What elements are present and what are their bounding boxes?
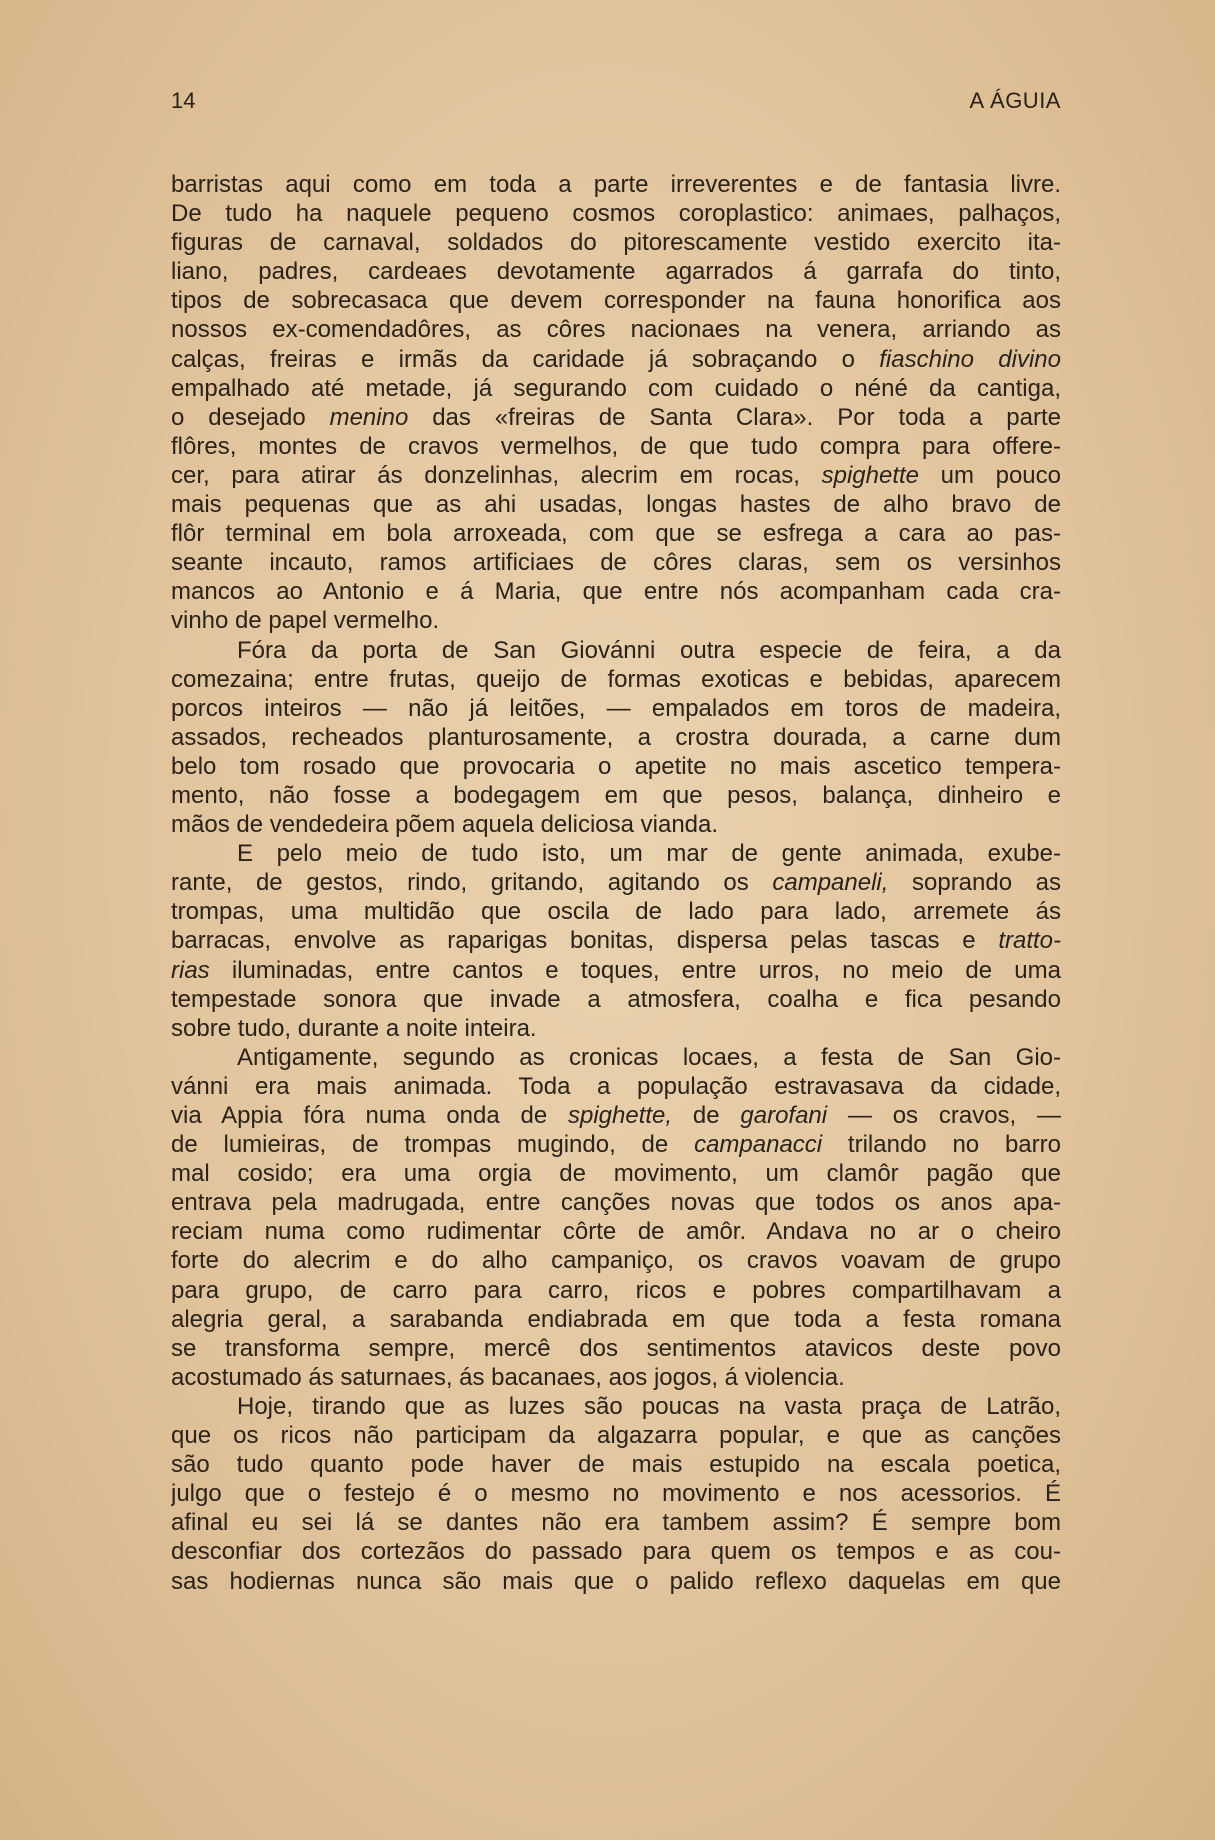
- text-run: que os ricos não participam da algazarra popular, e que as canções: [171, 1422, 1061, 1450]
- text-run: De tudo ha naquele pequeno cosmos coroplastico: animaes, palhaços,: [171, 200, 1061, 228]
- text-line: [171, 170, 1061, 199]
- text-run: reciam numa como rudimentar côrte de amôr. Andava no ar o cheiro: [171, 1218, 1061, 1246]
- text-line: [171, 1421, 1061, 1450]
- italic-text: campanacci: [694, 1131, 823, 1159]
- text-run: das «freiras de Santa Clara». Por toda a parte: [408, 403, 1061, 431]
- text-run: trilando no barro: [822, 1131, 1061, 1159]
- text-run: vinho de papel vermelho.: [171, 607, 440, 635]
- text-line: [171, 432, 1061, 461]
- text-line: [171, 694, 1061, 723]
- text-line: [171, 1450, 1061, 1479]
- text-run: flôr terminal em bola arroxeada, com que se esfrega a cara ao pas-: [171, 520, 1061, 548]
- italic-text: fiaschino divino: [879, 345, 1061, 373]
- italic-text: campaneli,: [772, 869, 889, 897]
- text-line: [171, 374, 1061, 403]
- text-run: belo tom rosado que provocaria o apetite no mais ascetico tempera-: [171, 752, 1061, 780]
- text-run: barristas aqui como em toda a parte irreverentes e de fantasia livre.: [171, 171, 1061, 198]
- text-line: [171, 1014, 1061, 1043]
- text-run: Fóra da porta de San Giovánni outra especie de feira, a da: [237, 636, 1061, 664]
- italic-text: rias: [171, 956, 210, 984]
- text-line: [171, 1188, 1061, 1217]
- text-line: [171, 752, 1061, 781]
- text-run: empalhado até metade, já segurando com cuidado o néné da cantiga,: [171, 374, 1061, 402]
- text-run: desconfiar dos cortezãos do passado para quem os tempos e as cou-: [171, 1538, 1061, 1566]
- text-run: o desejado: [171, 403, 330, 431]
- italic-text: garofani: [740, 1102, 828, 1129]
- text-line: [171, 519, 1061, 548]
- text-run: Antigamente, segundo as cronicas locaes, a festa de San Gio-: [237, 1043, 1061, 1071]
- text-line: [171, 548, 1061, 577]
- text-run: de lumieiras, de trompas mugindo, de: [171, 1131, 695, 1159]
- text-run: assados, recheados planturosamente, a crostra dourada, a carne dum: [171, 723, 1061, 751]
- text-run: calças, freiras e irmãs da caridade já sobraçando o: [171, 345, 880, 373]
- text-run: mãos de vendedeira põem aquela deliciosa vianda.: [171, 811, 719, 839]
- italic-text: menino: [329, 403, 409, 431]
- text-line: [171, 868, 1061, 897]
- text-run: cer, para atirar ás donzelinhas, alecrim em rocas,: [171, 461, 822, 489]
- text-run: tipos de sobrecasaca que devem corresponder na fauna honorifica aos: [171, 287, 1061, 315]
- text-run: afinal eu sei lá se dantes não era tambem assim? É sempre bom: [171, 1509, 1061, 1537]
- text-run: nossos ex-comendadôres, as côres nacionaes na venera, arriando as: [171, 316, 1061, 344]
- text-line: [171, 286, 1061, 315]
- text-line: [171, 1217, 1061, 1246]
- text-line: [171, 577, 1061, 606]
- text-line: [171, 1101, 1061, 1130]
- text-run: mento, não fosse a bodegagem em que pesos, balança, dinheiro e: [171, 781, 1061, 809]
- italic-text: tratto-: [998, 927, 1061, 955]
- text-run: para grupo, de carro para carro, ricos e pobres compartilhavam a: [171, 1276, 1061, 1304]
- italic-text: spighette: [821, 461, 919, 489]
- text-run: flôres, montes de cravos vermelhos, de que tudo compra para offere-: [171, 432, 1061, 460]
- text-line: [171, 1246, 1061, 1275]
- text-run: um pouco: [919, 461, 1061, 489]
- text-run: iluminadas, entre cantos e toques, entre urros, no meio de uma: [209, 956, 1061, 984]
- running-title: A ÁGUIA: [969, 88, 1061, 113]
- text-run: tempestade sonora que invade a atmosfera, coalha e fica pesando: [171, 985, 1061, 1013]
- text-line: [171, 839, 1061, 868]
- text-line: [171, 461, 1061, 490]
- text-line: [171, 1130, 1061, 1159]
- text-run: soprando as: [888, 869, 1061, 897]
- text-line: [171, 897, 1061, 926]
- text-run: seante incauto, ramos artificiaes de côres claras, sem os versinhos: [171, 549, 1061, 577]
- text-line: [171, 810, 1061, 839]
- text-line: [171, 1305, 1061, 1334]
- body-text: [171, 170, 1061, 1596]
- text-line: [171, 781, 1061, 810]
- text-line: [171, 490, 1061, 519]
- text-line: [171, 315, 1061, 344]
- text-run: entrava pela madrugada, entre canções novas que todos os anos apa-: [171, 1189, 1061, 1217]
- text-line: [171, 257, 1061, 286]
- text-run: porcos inteiros — não já leitões, — empalados em toros de madeira,: [171, 694, 1061, 722]
- text-line: [171, 985, 1061, 1014]
- text-run: E pelo meio de tudo isto, um mar de gente animada, exube-: [237, 840, 1061, 868]
- text-run: Hoje, tirando que as luzes são poucas na vasta praça de Latrão,: [237, 1392, 1061, 1420]
- text-line: [171, 199, 1061, 228]
- text-line: [171, 1567, 1061, 1596]
- text-run: forte do alecrim e do alho campaniço, os cravos voavam de grupo: [171, 1247, 1061, 1275]
- text-line: [171, 1072, 1061, 1101]
- text-run: mancos ao Antonio e á Maria, que entre nós acompanham cada cra-: [171, 578, 1061, 606]
- page-header: [171, 88, 1061, 120]
- text-line: [171, 228, 1061, 257]
- text-line: [171, 1392, 1061, 1421]
- text-run: via Appia fóra numa onda de: [171, 1102, 568, 1129]
- text-run: vánni era mais animada. Toda a população estravasava da cidade,: [171, 1072, 1061, 1100]
- text-run: são tudo quanto pode haver de mais estupido na escala poetica,: [171, 1451, 1061, 1479]
- text-line: [171, 636, 1061, 665]
- text-run: mais pequenas que as ahi usadas, longas hastes de alho bravo de: [171, 491, 1061, 519]
- text-run: comezaina; entre frutas, queijo de formas exoticas e bebidas, aparecem: [171, 665, 1061, 693]
- text-run: — os cravos, —: [827, 1102, 1061, 1129]
- text-line: [171, 1508, 1061, 1537]
- text-run: julgo que o festejo é o mesmo no movimento e nos acessorios. É: [171, 1480, 1061, 1508]
- text-run: sas hodiernas nunca são mais que o palido reflexo daquelas em que: [171, 1567, 1061, 1595]
- text-line: [171, 403, 1061, 432]
- text-line: [171, 1363, 1061, 1392]
- text-line: [171, 956, 1061, 985]
- text-line: [171, 345, 1061, 374]
- text-run: de: [672, 1102, 741, 1129]
- text-run: rante, de gestos, rindo, gritando, agitando os: [171, 869, 773, 897]
- text-line: [171, 723, 1061, 752]
- page-number: 14: [171, 88, 196, 113]
- text-line: [171, 606, 1061, 635]
- text-run: alegria geral, a sarabanda endiabrada em que toda a festa romana: [171, 1305, 1061, 1333]
- text-run: figuras de carnaval, soldados do pitorescamente vestido exercito ita-: [171, 229, 1061, 257]
- text-run: barracas, envolve as raparigas bonitas, dispersa pelas tascas e: [171, 927, 999, 955]
- text-run: se transforma sempre, mercê dos sentimentos atavicos deste povo: [171, 1334, 1061, 1362]
- text-run: trompas, uma multidão que oscila de lado para lado, arremete ás: [171, 898, 1061, 926]
- text-line: [171, 1159, 1061, 1188]
- text-line: [171, 1043, 1061, 1072]
- text-line: [171, 1479, 1061, 1508]
- text-line: [171, 1537, 1061, 1566]
- text-run: sobre tudo, durante a noite inteira.: [171, 1014, 537, 1042]
- italic-text: spighette,: [568, 1102, 673, 1129]
- text-line: [171, 1276, 1061, 1305]
- text-line: [171, 665, 1061, 694]
- text-run: mal cosido; era uma orgia de movimento, um clamôr pagão que: [171, 1160, 1061, 1188]
- text-line: [171, 1334, 1061, 1363]
- text-line: [171, 926, 1061, 955]
- text-run: liano, padres, cardeaes devotamente agarrados á garrafa do tinto,: [171, 258, 1061, 286]
- text-run: acostumado ás saturnaes, ás bacanaes, aos jogos, á violencia.: [171, 1363, 845, 1391]
